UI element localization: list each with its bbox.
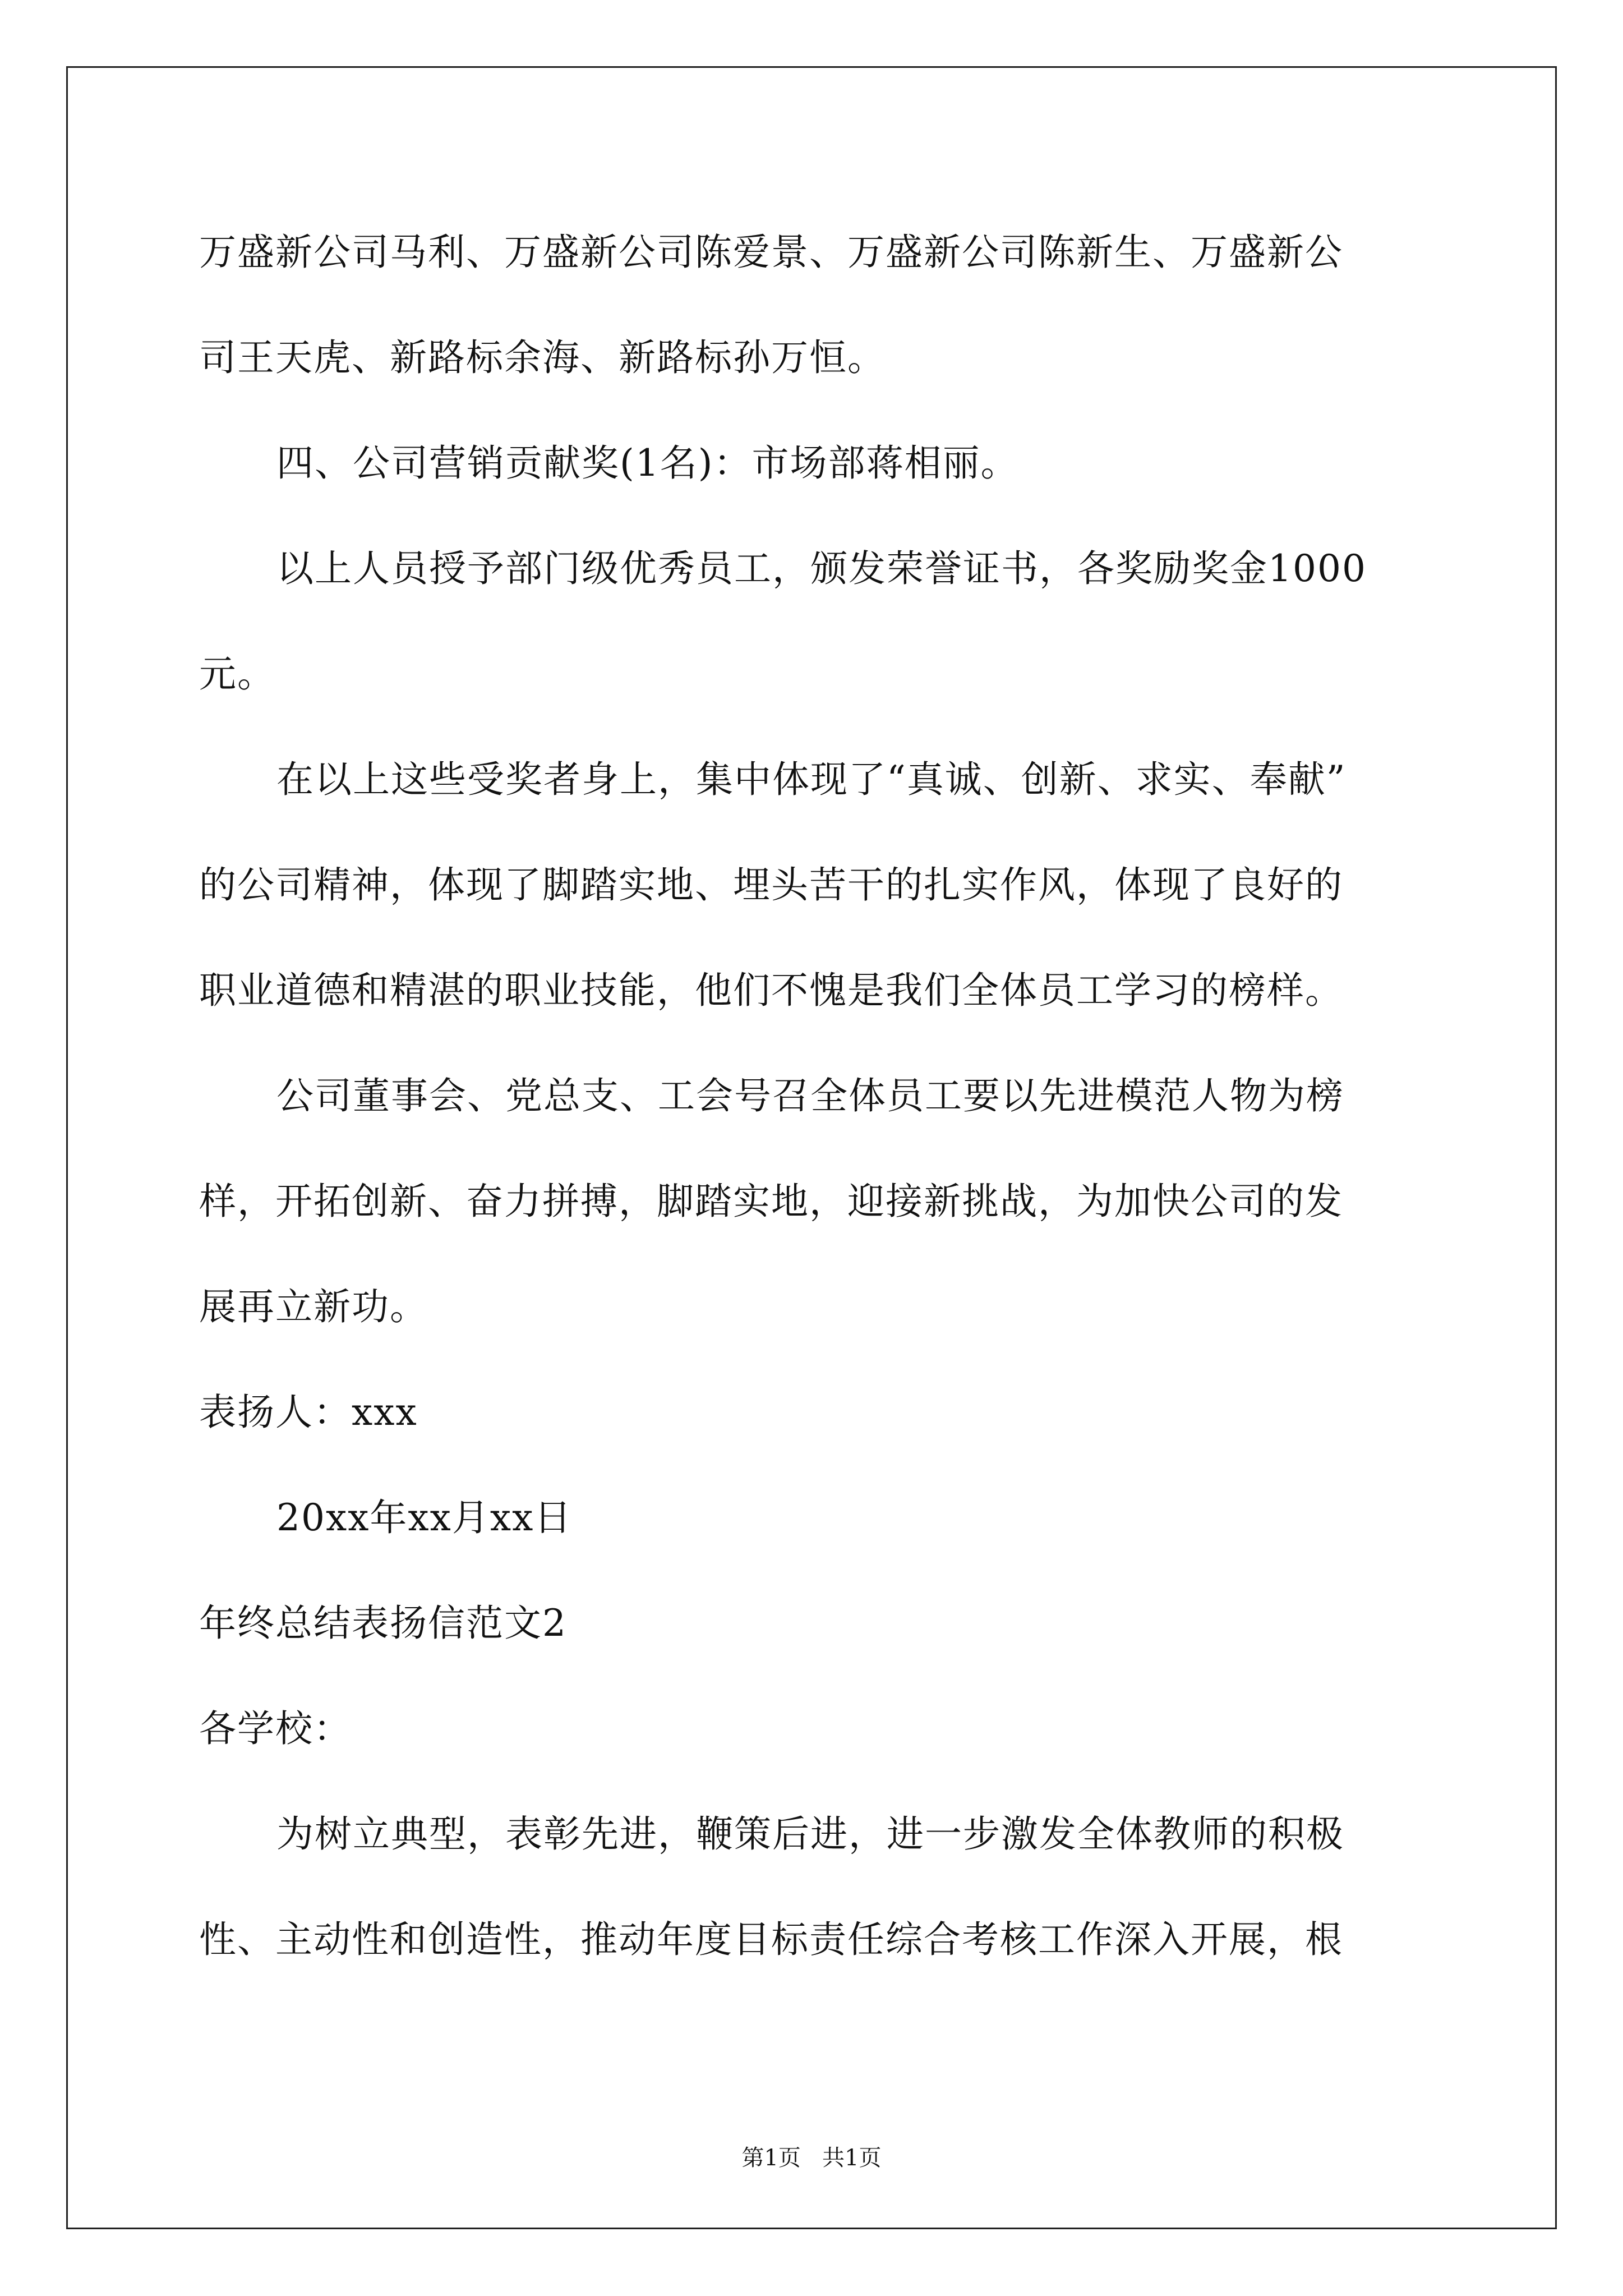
text-line-17: 性、主动性和创造性，推动年度目标责任综合考核工作深入开展，根 — [199, 1918, 1343, 1961]
date-line: 20xx年xx月xx日 — [276, 1496, 573, 1539]
text-line-10: 样，开拓创新、奋力拼搏，脚踏实地，迎接新挑战，为加快公司的发 — [199, 1180, 1343, 1223]
signer-line: 表扬人：xxx — [199, 1391, 418, 1434]
text-line-4: 以上人员授予部门级优秀员工，颁发荣誉证书，各奖励奖金1000 — [276, 547, 1367, 590]
text-line-5: 元。 — [199, 652, 275, 696]
page-border — [66, 66, 1557, 2229]
text-line-8: 职业道德和精湛的职业技能，他们不愧是我们全体员工学习的榜样。 — [199, 969, 1343, 1012]
text-line-6: 在以上这些受奖者身上，集中体现了“真诚、创新、求实、奉献” — [276, 758, 1347, 801]
section-title: 年终总结表扬信范文2 — [199, 1602, 567, 1645]
salutation: 各学校： — [199, 1707, 352, 1750]
text-line-9: 公司董事会、党总支、工会号召全体员工要以先进模范人物为榜 — [276, 1074, 1344, 1117]
text-line-2: 司王天虎、新路标余海、新路标孙万恒。 — [199, 336, 886, 379]
text-line-16: 为树立典型，表彰先进，鞭策后进，进一步激发全体教师的积极 — [276, 1812, 1344, 1856]
text-line-3: 四、公司营销贡献奖(1名)：市场部蒋相丽。 — [276, 441, 1019, 485]
text-line-7: 的公司精神，体现了脚踏实地、埋头苦干的扎实作风，体现了良好的 — [199, 863, 1343, 907]
text-line-11: 展再立新功。 — [199, 1285, 428, 1328]
text-line-1: 万盛新公司马利、万盛新公司陈爱景、万盛新公司陈新生、万盛新公 — [199, 231, 1343, 274]
page-footer: 第1页 共1页 — [741, 2145, 882, 2171]
